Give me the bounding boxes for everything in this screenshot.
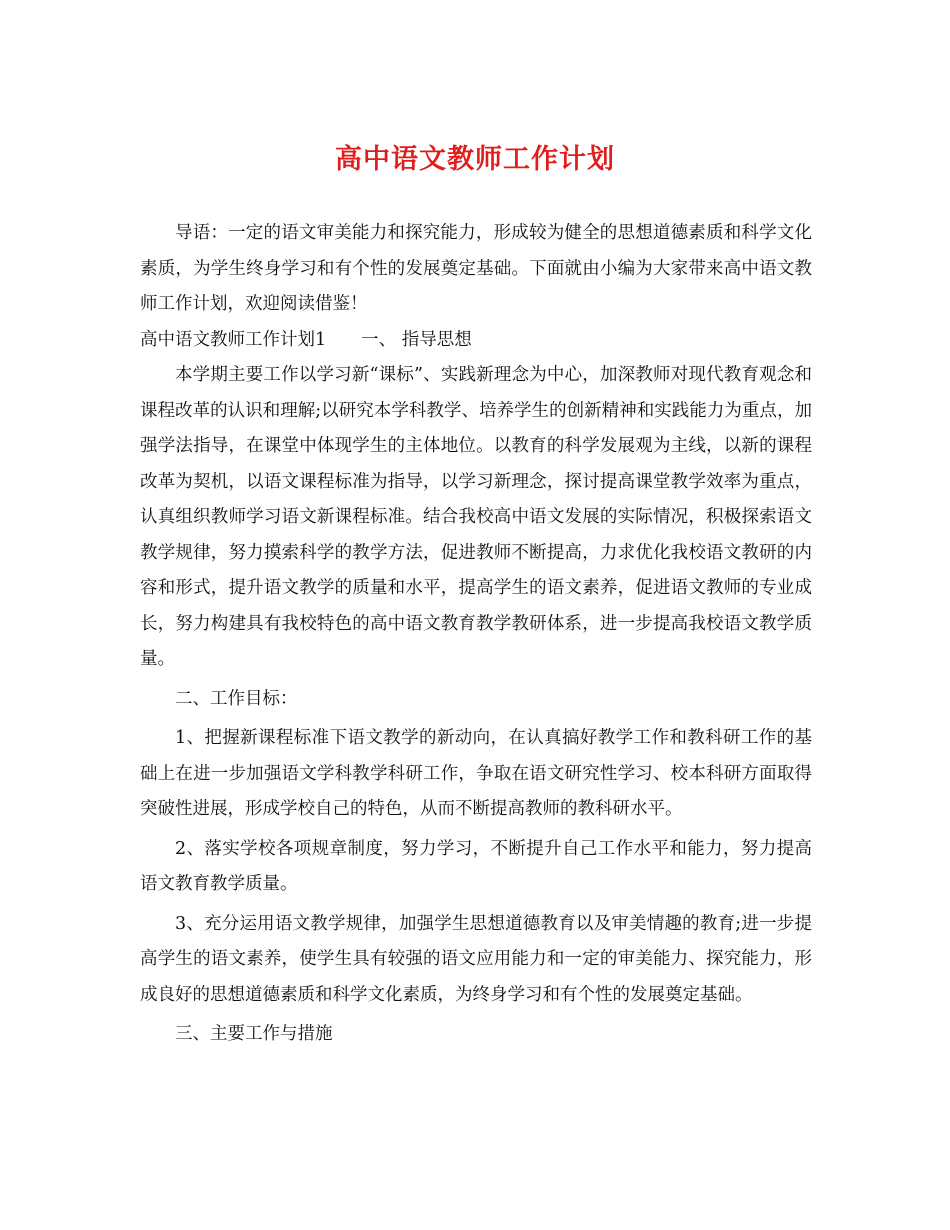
section-heading-measures: 三、主要工作与措施 xyxy=(175,1024,333,1044)
goal-item-3: 3、充分运用语文教学规律，加强学生思想道德教育以及审美情趣的教育;进一步提高学生的语文素养，使学生具有较强的语文应用能力和一定的审美能力、探究能力，形成良好的思想道德素质和科学文化素质，为终身学习和有个性的发展奠定基础。 xyxy=(140,913,812,1005)
document-body xyxy=(140,216,812,1053)
guiding-ideology-paragraph: 本学期主要工作以学习新“课标”、实践新理念为中心，加深教师对现代教育观念和课程改革的认识和理解;以研究本学科教学、培养学生的创新精神和实践能力为重点，加强学法指导，在课堂中体现学生的主体地位。以教育的科学发展观为主线，以新的课程改革为契机，以语文课程标准为指导，以学习新理念，探讨提高课堂教学效率为重点，认真组织教师学习语文新课程标准。结合我校高中语文发展的实际情况，积极探索语文教学规律，努力摸索科学的教学方法，促进教师不断提高，力求优化我校语文教研的内容和形式，提升语文教学的质量和水平，提高学生的语文素养，促进语文教师的专业成长，努力构建具有我校特色的高中语文教育教学教研体系，进一步提高我校语文教学质量。 xyxy=(140,365,812,669)
goal-item-2: 2、落实学校各项规章制度，努力学习，不断提升自己工作水平和能力，努力提高语文教育教学质量。 xyxy=(140,838,812,894)
goal-item-1: 1、把握新课程标准下语文教学的新动向，在认真搞好教学工作和教科研工作的基础上在进一步加强语文学科教学科研工作，争取在语文研究性学习、校本科研方面取得突破性进展，形成学校自己的特色，从而不断提高教师的教科研水平。 xyxy=(140,728,812,819)
section-heading-goals: 二、工作目标： xyxy=(175,688,298,709)
plan-heading-line: 高中语文教师工作计划1 一、 指导思想 xyxy=(140,329,472,350)
intro-paragraph: 导语：一定的语文审美能力和探究能力，形成较为健全的思想道德素质和科学文化素质，为学生终身学习和有个性的发展奠定基础。下面就由小编为大家带来高中语文教师工作计划，欢迎阅读借鉴！ xyxy=(140,223,812,314)
document-title: 高中语文教师工作计划 xyxy=(335,144,615,175)
